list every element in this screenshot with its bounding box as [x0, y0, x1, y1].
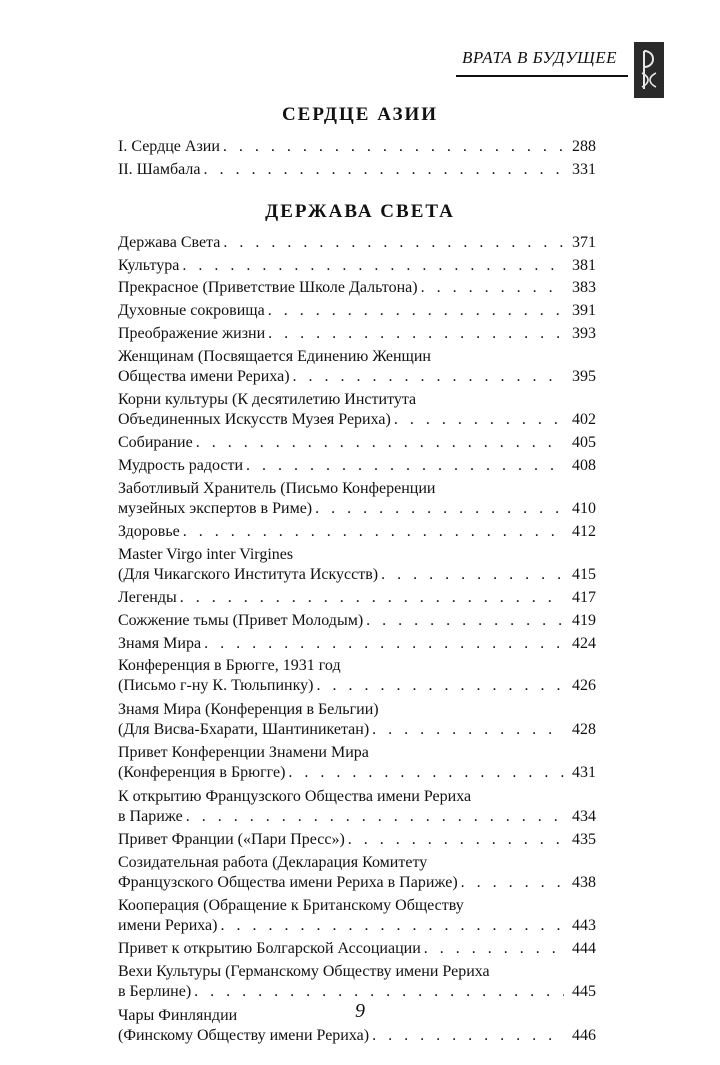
toc-page-number: 443 — [572, 917, 596, 934]
toc-page-number: 402 — [572, 410, 596, 428]
toc-page-number: 434 — [572, 807, 596, 825]
dot-leader — [293, 367, 564, 387]
toc-entry-title-line: Культура — [118, 256, 180, 274]
toc-entry-title-line: в Париже — [118, 807, 183, 825]
toc-page-number: 438 — [572, 873, 596, 891]
toc-page-number: 417 — [572, 589, 596, 607]
dot-leader — [204, 160, 565, 180]
toc-entry[interactable] — [118, 233, 596, 253]
toc-entry[interactable] — [118, 347, 596, 387]
dot-leader — [246, 456, 564, 476]
toc-entry-title-line: Master Virgo inter Virgines — [118, 545, 294, 563]
toc-page-number: 381 — [572, 256, 596, 274]
toc-entry-title-line: Корни культуры (К десятилетию Института — [118, 390, 417, 408]
toc-entry-title-line: Объединенных Искусств Музея Рериха) — [118, 410, 391, 428]
dot-leader — [394, 410, 564, 430]
dot-leader — [316, 676, 564, 696]
toc-entry-title-line: Собирание — [118, 434, 193, 452]
toc-entry[interactable] — [118, 896, 596, 936]
toc-entry[interactable] — [118, 700, 596, 740]
toc-page-number: 408 — [572, 457, 596, 474]
toc-entry-title-line: (Для Чикагского Института Искусств) — [118, 565, 379, 583]
toc-entry[interactable] — [118, 160, 596, 180]
toc-entry-title-line: в Берлине) — [118, 983, 192, 1001]
toc-page-number: 428 — [572, 720, 596, 738]
dot-leader — [183, 522, 564, 542]
toc-page-number: 426 — [572, 677, 596, 695]
toc-entry-title-line: (Конференция в Брюгге) — [118, 764, 286, 782]
toc-entry-title-line: Созидательная работа (Декларация Комитету — [118, 853, 428, 871]
toc-page-number: 405 — [572, 434, 596, 452]
toc-entry[interactable] — [118, 301, 596, 321]
page-number: 9 — [355, 1000, 365, 1022]
toc-entry-title-line: Преображение жизни — [118, 324, 266, 342]
toc-entry-title-line: Знамя Мира (Конференция в Бельгии) — [118, 700, 379, 718]
toc-entry-title-line: Привет Франции («Пари Пресс») — [118, 830, 345, 848]
toc-page-number: 444 — [572, 940, 596, 958]
toc-page-number: 445 — [572, 983, 596, 1001]
toc-entry-title-line: (Письмо г-ну К. Тюльпинку) — [118, 677, 314, 695]
toc-entry-title-line: Привет Конференции Знамени Мира — [118, 744, 369, 762]
toc-entry-title-line: Кооперация (Обращение к Британскому Обществу — [118, 897, 464, 914]
toc-entry-title-line: I. Сердце Азии — [118, 138, 220, 155]
toc-entry[interactable] — [118, 545, 596, 585]
dot-leader — [421, 278, 564, 298]
toc-page-number: 435 — [572, 830, 596, 848]
toc-entry-title-line: К открытию Французского Общества имени Рериха — [118, 787, 472, 805]
toc-entry-title-line: Держава Света — [118, 234, 221, 251]
dot-leader — [372, 720, 564, 740]
toc-entry-title-line: (Для Висва-Бхарати, Шантиникетан) — [118, 720, 370, 738]
toc-entry-title-line: музейных экспертов в Риме) — [118, 499, 313, 517]
dot-leader — [315, 499, 564, 519]
header-rule — [456, 75, 628, 77]
toc-entry[interactable] — [118, 656, 596, 696]
toc-entry[interactable] — [118, 787, 596, 827]
toc-page-number: 371 — [572, 234, 596, 251]
toc-entry-title-line: имени Рериха) — [118, 917, 218, 934]
toc-entry[interactable] — [118, 743, 596, 783]
dot-leader — [196, 433, 564, 453]
running-title: ВРАТА В БУДУЩЕЕ — [462, 48, 618, 67]
toc-entry[interactable] — [118, 137, 596, 157]
toc-entry[interactable] — [118, 962, 596, 1002]
toc-entry[interactable] — [118, 479, 596, 519]
dot-leader — [223, 137, 564, 157]
dot-leader — [220, 916, 564, 936]
section-title: ДЕРЖАВА СВЕТА — [265, 201, 455, 222]
dot-leader — [180, 588, 564, 608]
dot-leader — [223, 233, 564, 253]
toc-entry[interactable] — [118, 278, 596, 298]
toc-entry-title-line: Здоровье — [118, 523, 180, 541]
toc-page-number: 383 — [572, 279, 596, 297]
section-title: СЕРДЦЕ АЗИИ — [281, 104, 439, 125]
toc-entry[interactable] — [118, 390, 596, 430]
toc-entry-title-line: Французского Общества имени Рериха в Париже) — [118, 873, 458, 891]
toc-entry-title-line: Мудрость радости — [118, 457, 244, 474]
toc-page-number: 395 — [572, 367, 596, 385]
toc-page-number: 391 — [572, 302, 596, 320]
toc-page-number: 424 — [572, 634, 596, 652]
toc-entry-title-line: Общества имени Рериха) — [118, 367, 290, 385]
toc-entry[interactable] — [118, 830, 596, 850]
toc-entry[interactable] — [118, 433, 596, 453]
toc-entry[interactable] — [118, 324, 596, 344]
toc-entry-title-line: Чары Финляндии — [118, 1006, 238, 1024]
toc-page-number: 393 — [572, 324, 596, 342]
toc-page-number: 331 — [572, 160, 596, 178]
toc-entry-title-line: II. Шамбала — [118, 160, 201, 178]
dot-leader — [366, 611, 564, 631]
dot-leader — [268, 301, 564, 321]
toc-entry[interactable] — [118, 522, 596, 542]
toc-page-number: 431 — [572, 764, 596, 782]
toc-entry[interactable] — [118, 256, 596, 276]
roerich-monogram-icon — [634, 42, 664, 98]
dot-leader — [204, 634, 564, 654]
toc-page-number: 288 — [572, 138, 596, 155]
toc-entry[interactable] — [118, 611, 596, 631]
dot-leader — [268, 324, 564, 344]
toc-entry-title-line: Женщинам (Посвящается Единению Женщин — [118, 347, 431, 365]
toc-page-number: 446 — [572, 1026, 596, 1044]
toc-page-number: 410 — [572, 499, 596, 517]
toc-entry-title-line: Знамя Мира — [118, 634, 202, 652]
toc-entry-title-line: Вехи Культуры (Германскому Обществу имени Рериха — [118, 963, 490, 981]
toc-entry-title-line: Привет к открытию Болгарской Ассоциации — [118, 940, 421, 958]
dot-leader — [182, 256, 564, 276]
toc-entry[interactable] — [118, 588, 596, 608]
toc-entry[interactable] — [118, 939, 596, 959]
toc-entry-title-line: (Финскому Обществу имени Рериха) — [118, 1026, 370, 1044]
dot-leader — [288, 763, 564, 783]
toc-page-number: 412 — [572, 523, 596, 541]
toc-entry-title-line: Конференция в Брюгге, 1931 год — [118, 657, 341, 675]
toc-entry-title-line: Легенды — [118, 589, 177, 607]
toc-entry[interactable] — [118, 853, 596, 893]
dot-leader — [372, 1026, 564, 1046]
toc-page-number: 415 — [572, 565, 596, 583]
toc-entry-title-line: Прекрасное (Приветствие Школе Дальтона) — [118, 279, 418, 297]
dot-leader — [186, 807, 564, 827]
dot-leader — [348, 830, 564, 850]
dot-leader — [424, 939, 564, 959]
toc-entry[interactable] — [118, 634, 596, 654]
dot-leader — [381, 565, 564, 585]
dot-leader — [461, 873, 564, 893]
toc-entry-title-line: Заботливый Хранитель (Письмо Конференции — [118, 479, 436, 497]
toc-entry-title-line: Сожжение тьмы (Привет Молодым) — [118, 611, 364, 629]
toc-entry-title-line: Духовные сокровища — [118, 302, 265, 320]
toc-page-number: 419 — [572, 611, 596, 629]
toc-entry[interactable] — [118, 456, 596, 476]
